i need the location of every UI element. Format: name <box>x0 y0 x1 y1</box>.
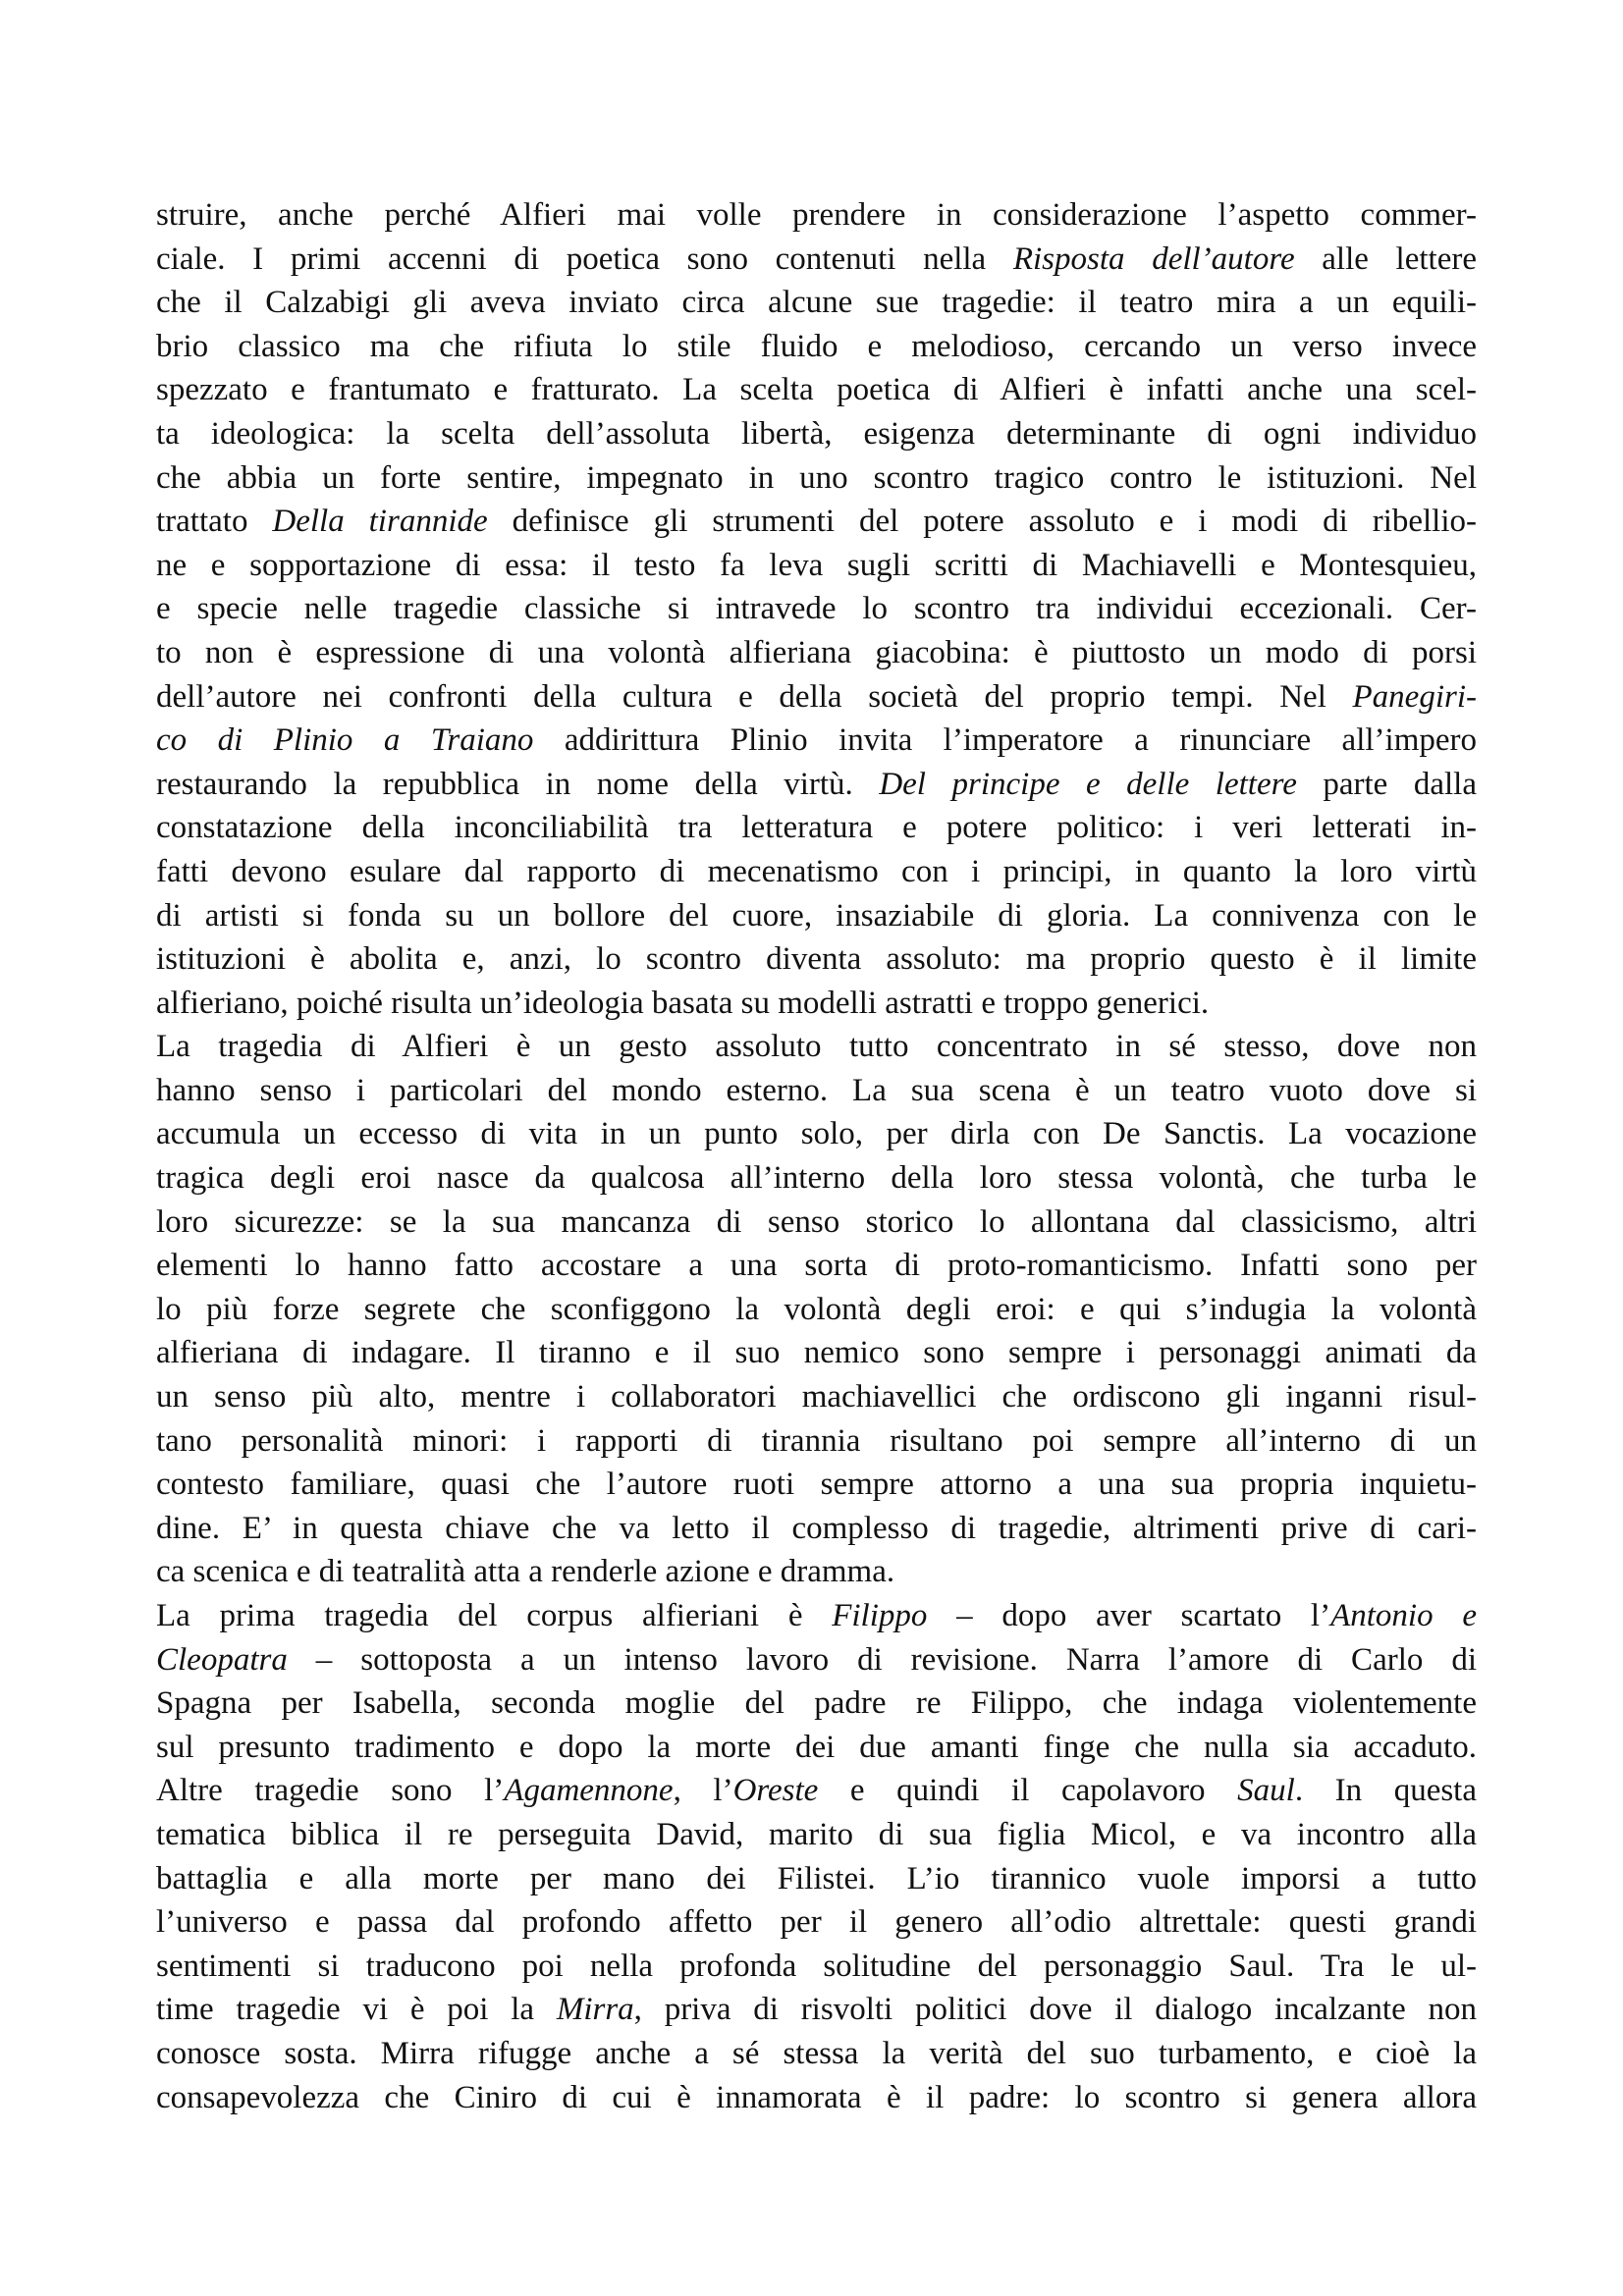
text-line <box>156 1857 1477 1901</box>
text-segment: dine. E’ in questa chiave che va letto il complesso di tragedie, altrimenti prive di cari- <box>156 1510 1477 1546</box>
text-line <box>156 850 1477 894</box>
text-line <box>156 1288 1477 1332</box>
text-segment: time tragedie vi è poi la <box>156 1992 557 2028</box>
text-line <box>156 1463 1477 1507</box>
text-segment: restaurando la repubblica in nome della virtù. <box>156 766 880 802</box>
italic-title: Agamennone <box>504 1773 674 1809</box>
text-segment: struire, anche perché Alfieri mai volle prendere in considerazione l’aspetto commer- <box>156 197 1477 233</box>
text-segment: dell’autore nei confronti della cultura e della società del proprio tempi. Nel <box>156 678 1353 715</box>
text-segment: – dopo aver scartato l’ <box>927 1598 1331 1633</box>
text-segment: constatazione della inconciliabilità tra letteratura e potere politico: i veri letterati in- <box>156 810 1477 846</box>
body-text <box>156 193 1477 2119</box>
text-segment: ciale. I primi accenni di poetica sono contenuti nella <box>156 240 1013 277</box>
text-line <box>156 1507 1477 1551</box>
text-segment: conosce sosta. Mirra rifugge anche a sé stessa la verità del suo turbamento, e cioè la <box>156 2035 1477 2071</box>
text-segment: ne e sopportazione di essa: il testo fa leva sugli scritti di Machiavelli e Montesquieu, <box>156 547 1477 583</box>
text-line <box>156 1112 1477 1156</box>
text-segment: che il Calzabigi gli aveva inviato circa alcune sue tragedie: il teatro mira a un equili- <box>156 285 1477 321</box>
text-segment: tano personalità minori: i rapporti di tirannia risultano poi sempre all’interno di un <box>156 1422 1477 1459</box>
text-segment: battaglia e alla morte per mano dei Filistei. L’io tirannico vuole imporsi a tutto <box>156 1860 1477 1896</box>
text-segment: brio classico ma che rifiuta lo stile fluido e melodioso, cercando un verso invece <box>156 328 1477 364</box>
italic-title: Panegiri- <box>1352 678 1477 715</box>
text-segment: alfieriano, poiché risulta un’ideologia basata su modelli astratti e troppo generici. <box>156 985 1210 1021</box>
text-line <box>156 675 1477 720</box>
text-segment: , l’ <box>673 1773 733 1809</box>
text-line <box>156 456 1477 501</box>
text-line <box>156 1025 1477 1069</box>
text-line <box>156 982 1477 1026</box>
italic-title: Saul <box>1237 1773 1295 1809</box>
text-segment: spezzato e frantumato e fratturato. La scelta poetica di Alfieri è infatti anche una scel- <box>156 372 1477 408</box>
italic-title: Filippo <box>832 1598 928 1633</box>
text-segment: definisce gli strumenti del potere assoluto e i modi di ribellio- <box>487 504 1478 540</box>
text-segment: consapevolezza che Ciniro di cui è innamorata è il padre: lo scontro si genera allora <box>156 2079 1477 2115</box>
text-line <box>156 631 1477 675</box>
text-segment: ca scenica e di teatralità atta a renderle azione e dramma. <box>156 1554 895 1590</box>
text-segment: fatti devono esulare dal rapporto di mecenatismo con i principi, in quanto la loro virtù <box>156 853 1477 889</box>
text-line <box>156 325 1477 369</box>
text-line <box>156 1726 1477 1770</box>
text-segment: hanno senso i particolari del mondo esterno. La sua scena è un teatro vuoto dove si <box>156 1072 1477 1108</box>
text-segment: che abbia un forte sentire, impegnato in uno scontro tragico contro le istituzioni. Nel <box>156 459 1477 496</box>
text-line <box>156 894 1477 938</box>
italic-title: Antonio e <box>1330 1598 1477 1633</box>
text-segment: alfieriana di indagare. Il tiranno e il suo nemico sono sempre i personaggi animati da <box>156 1335 1477 1371</box>
text-segment: – sottoposta a un intenso lavoro di revisione. Narra l’amore di Carlo di <box>287 1641 1477 1678</box>
text-segment: istituzioni è abolita e, anzi, lo scontro diventa assoluto: ma proprio questo è il limite <box>156 941 1477 978</box>
text-line <box>156 1419 1477 1464</box>
text-line <box>156 1244 1477 1288</box>
text-segment: , priva di risvolti politici dove il dialogo incalzante non <box>633 1992 1477 2028</box>
text-segment: sul presunto tradimento e dopo la morte dei due amanti finge che nulla sia accaduto. <box>156 1729 1477 1765</box>
text-line <box>156 1331 1477 1375</box>
italic-title: Mirra <box>556 1992 634 2028</box>
italic-title: Del principe e delle lettere <box>879 766 1297 802</box>
text-segment: lo più forze segrete che sconfiggono la volontà degli eroi: e qui s’indugia la volontà <box>156 1291 1477 1327</box>
text-segment: La prima tragedia del corpus alfieriani è <box>156 1598 833 1633</box>
text-line <box>156 1900 1477 1945</box>
text-segment: . In questa <box>1294 1773 1478 1809</box>
italic-title: Risposta dell’autore <box>1012 240 1295 277</box>
text-segment: l’universo e passa dal profondo affetto per il genero all’odio altrettale: questi grandi <box>156 1904 1477 1941</box>
text-line <box>156 1988 1477 2032</box>
text-line <box>156 937 1477 982</box>
text-segment: e specie nelle tragedie classiche si intravede lo scontro tra individui eccezionali. Cer- <box>156 591 1477 627</box>
text-line <box>156 1156 1477 1201</box>
text-segment: di artisti si fonda su un bollore del cuore, insaziabile di gloria. La connivenza con le <box>156 897 1477 934</box>
text-line <box>156 2032 1477 2076</box>
text-segment: Spagna per Isabella, seconda moglie del padre re Filippo, che indaga violentemente <box>156 1685 1477 1722</box>
text-segment: contesto familiare, quasi che l’autore ruoti sempre attorno a una sua propria inquietu- <box>156 1467 1477 1503</box>
italic-title: co di Plinio a Traiano <box>156 722 534 759</box>
text-line <box>156 281 1477 325</box>
text-line <box>156 1638 1477 1682</box>
text-segment: loro sicurezze: se la sua mancanza di senso storico lo allontana dal classicismo, altri <box>156 1203 1477 1240</box>
text-line <box>156 1550 1477 1594</box>
italic-title: Cleopatra <box>156 1641 288 1678</box>
text-line <box>156 1375 1477 1419</box>
text-line <box>156 238 1477 282</box>
text-line <box>156 1945 1477 1989</box>
italic-title: Della tirannide <box>272 504 488 540</box>
text-segment: elementi lo hanno fatto accostare a una sorta di proto-romanticismo. Infatti sono per <box>156 1248 1477 1284</box>
text-line <box>156 1069 1477 1113</box>
text-line <box>156 193 1477 238</box>
text-segment: La tragedia di Alfieri è un gesto assoluto tutto concentrato in sé stesso, dove non <box>156 1029 1477 1065</box>
italic-title: Oreste <box>732 1773 819 1809</box>
text-segment: to non è espressione di una volontà alfieriana giacobina: è piuttosto un modo di porsi <box>156 634 1477 670</box>
text-line <box>156 368 1477 412</box>
text-line <box>156 806 1477 850</box>
text-segment: trattato <box>156 504 273 540</box>
text-segment: tragica degli eroi nasce da qualcosa all’interno della loro stessa volontà, che turba le <box>156 1160 1477 1197</box>
text-segment: accumula un eccesso di vita in un punto solo, per dirla con De Sanctis. La vocazione <box>156 1116 1477 1152</box>
text-line <box>156 1682 1477 1726</box>
text-segment: e quindi il capolavoro <box>818 1773 1238 1809</box>
text-line <box>156 763 1477 807</box>
text-line <box>156 412 1477 456</box>
text-line <box>156 1201 1477 1245</box>
text-segment: un senso più alto, mentre i collaboratori machiavellici che ordiscono gli inganni risul- <box>156 1379 1477 1415</box>
text-segment: parte dalla <box>1296 766 1477 802</box>
text-line <box>156 500 1477 544</box>
text-line <box>156 1769 1477 1813</box>
text-line <box>156 1594 1477 1638</box>
text-segment: alle lettere <box>1294 240 1477 277</box>
text-line <box>156 544 1477 588</box>
text-line <box>156 1813 1477 1857</box>
text-segment: tematica biblica il re perseguita David, marito di sua figlia Micol, e va incontro alla <box>156 1816 1477 1852</box>
text-segment: addirittura Plinio invita l’imperatore a rinunciare all’impero <box>533 722 1477 759</box>
text-line <box>156 587 1477 631</box>
text-segment: ta ideologica: la scelta dell’assoluta libertà, esigenza determinante di ogni individuo <box>156 415 1477 452</box>
text-segment: Altre tragedie sono l’ <box>156 1773 505 1809</box>
text-segment: sentimenti si traducono poi nella profonda solitudine del personaggio Saul. Tra le ul- <box>156 1948 1477 1984</box>
text-line <box>156 2076 1477 2120</box>
text-line <box>156 719 1477 763</box>
